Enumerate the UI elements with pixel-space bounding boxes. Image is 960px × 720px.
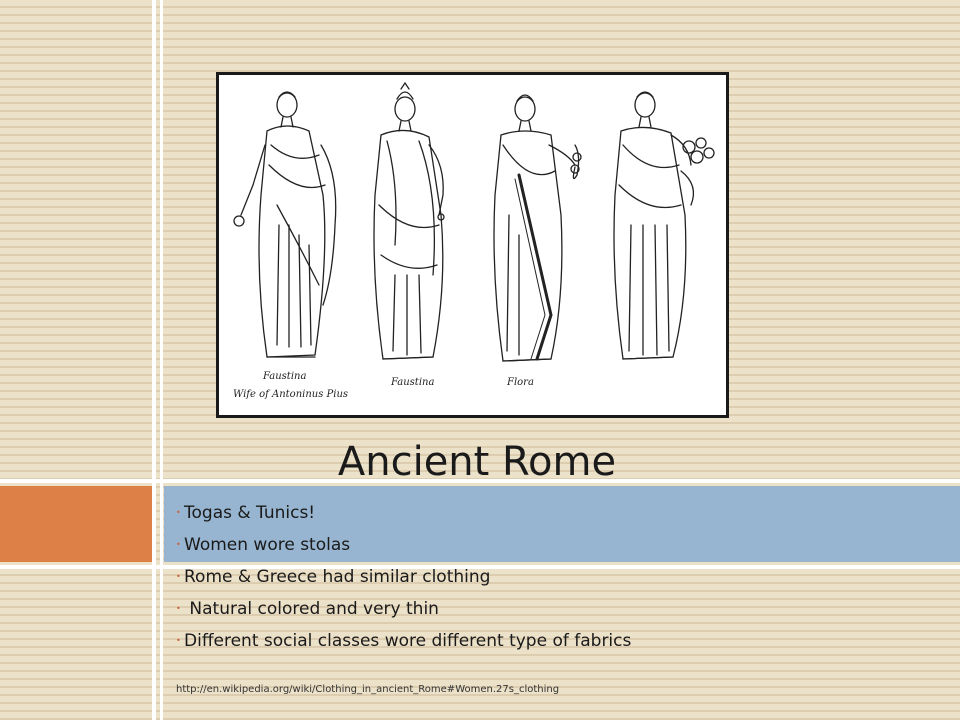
- source-link[interactable]: http://en.wikipedia.org/wiki/Clothing_in_ancient_Rome#Women.27s_clothing: [176, 684, 560, 695]
- bullet-dot: •: [176, 604, 181, 613]
- figure-4: [614, 92, 714, 359]
- orange-accent-bar: [0, 486, 152, 562]
- bullet-item: [176, 497, 631, 529]
- bullet-text: Rome & Greece had similar clothing: [184, 567, 491, 587]
- bullet-text: Togas & Tunics!: [184, 503, 316, 523]
- caption-faustina-wife: Wife of Antoninus Pius: [233, 389, 349, 400]
- caption-faustina-2: Faustina: [391, 377, 435, 388]
- left-frame-line-outer: [152, 0, 156, 720]
- bullet-item: [176, 561, 631, 593]
- bullet-dot: •: [176, 540, 181, 549]
- bullet-text: Women wore stolas: [184, 535, 351, 555]
- left-frame-line-inner: [160, 0, 163, 720]
- bullet-item: [176, 625, 631, 657]
- bullet-text: Natural colored and very thin: [184, 599, 439, 619]
- bullet-dot: •: [176, 636, 181, 645]
- bullet-dot: •: [176, 508, 181, 517]
- figure-faustina-2: [374, 83, 444, 359]
- figure-faustina-1: [234, 92, 336, 357]
- bullet-dot: •: [176, 572, 181, 581]
- roman-clothing-illustration: [216, 72, 729, 418]
- caption-flora: Flora: [507, 377, 534, 388]
- figure-flora: [494, 95, 581, 361]
- bullet-list: [176, 497, 631, 657]
- bullet-text: Different social classes wore different type of fabrics: [184, 631, 632, 651]
- slide-title: Ancient Rome: [337, 439, 617, 485]
- bullet-item: [176, 529, 631, 561]
- caption-faustina-1: Faustina: [263, 371, 307, 382]
- bullet-item: [176, 593, 631, 625]
